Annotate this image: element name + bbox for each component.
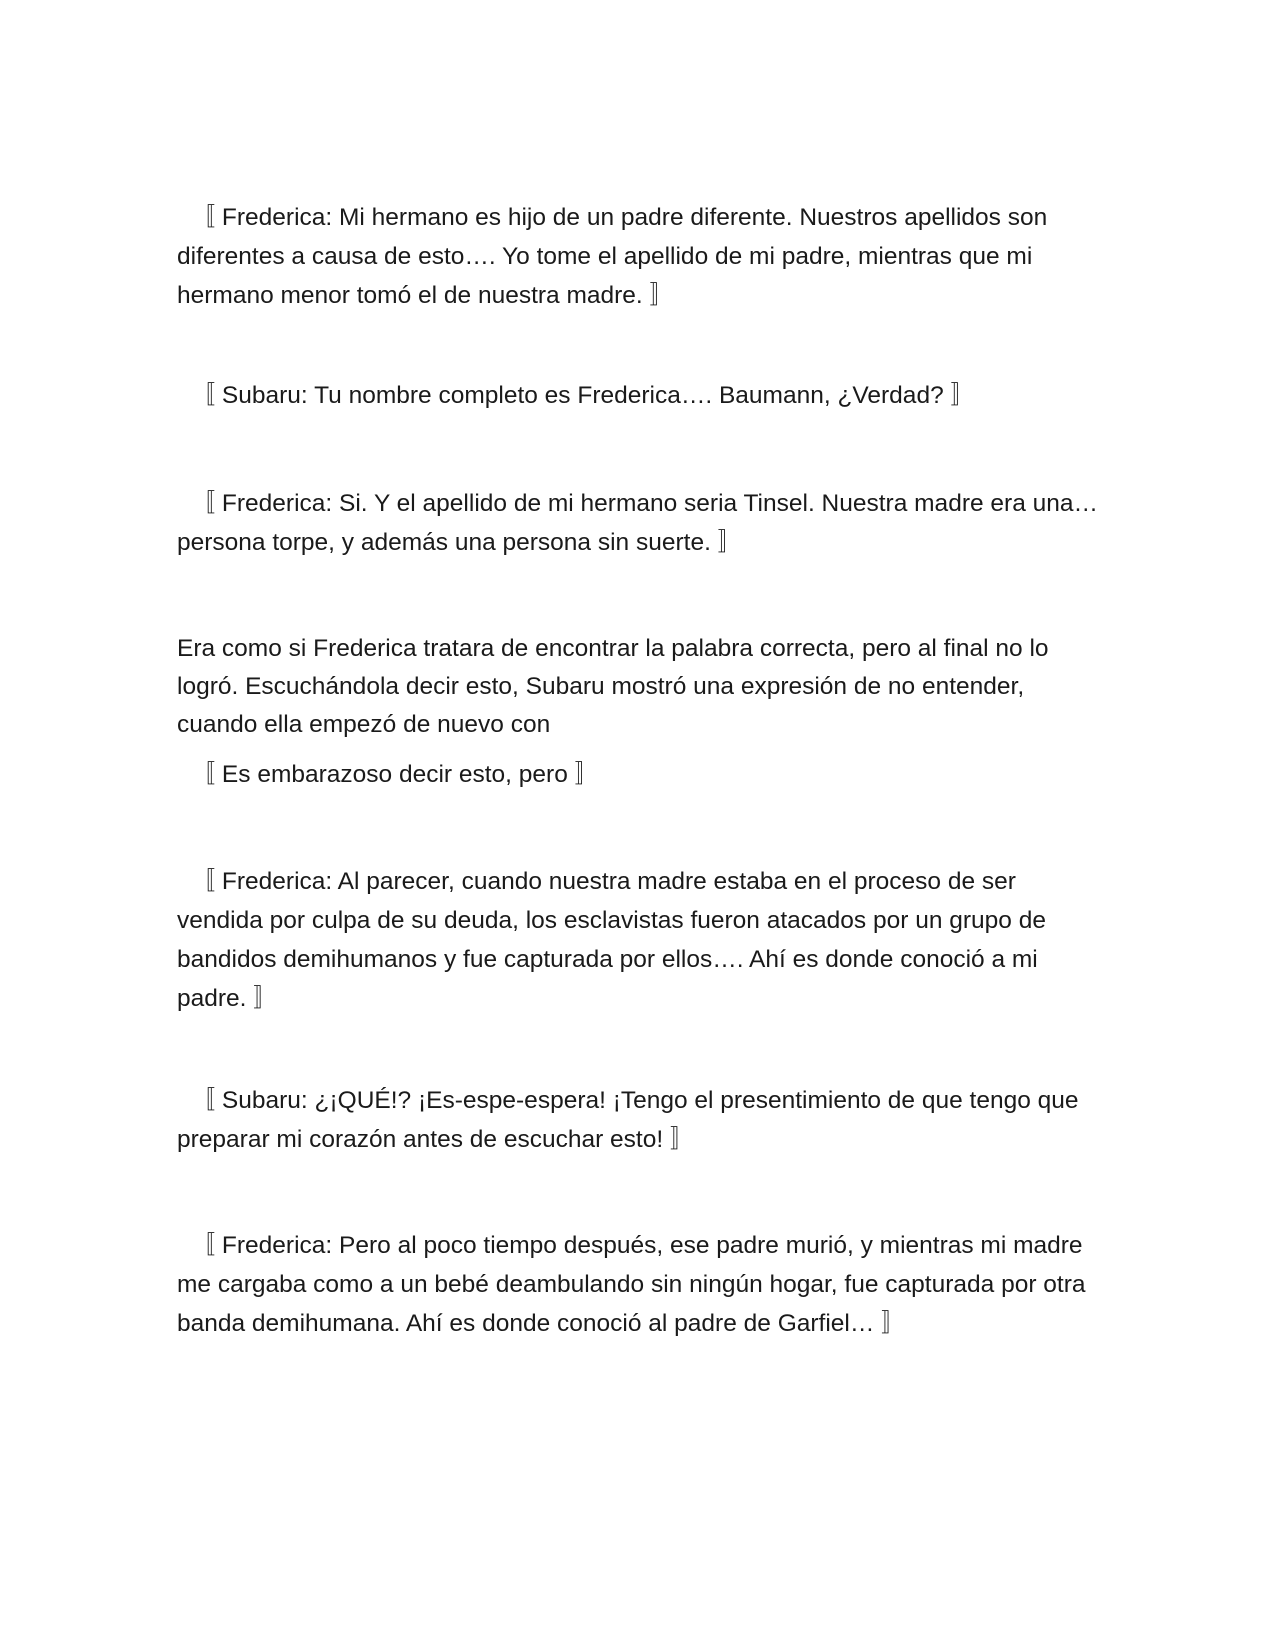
paragraph-frederica-tinsel: 〚 Frederica: Si. Y el apellido de mi hermano seria Tinsel. Nuestra madre era una… persona torpe, y además una persona sin suerte. 〛 [177,490,1098,556]
paragraph-embarrassing: 〚 Es embarazoso decir esto, pero 〛 [177,761,600,788]
paragraph-frederica-garfiel-father: 〚 Frederica: Pero al poco tiempo después, ese padre murió, y mientras mi madre me cargaba como a un bebé deambulando sin ningún hogar, fue capturada por otra banda demihumana. Ahí es donde conoció al padre de Garfiel… 〛 [177,1232,1086,1337]
paragraph-frederica-surnames: 〚 Frederica: Mi hermano es hijo de un padre diferente. Nuestros apellidos son diferentes a causa de esto…. Yo tome el apellido de mi padre, mientras que mi hermano menor tomó el de nuestra madre. 〛 [177,204,1048,309]
paragraph-subaru-full-name: 〚 Subaru: Tu nombre completo es Frederica…. Baumann, ¿Verdad? 〛 [177,382,975,409]
paragraph-subaru-reaction: 〚 Subaru: ¿¡QUÉ!? ¡Es-espe-espera! ¡Tengo el presentimiento de que tengo que preparar mi corazón antes de escuchar esto! 〛 [177,1087,1079,1153]
paragraph-narration: Era como si Frederica tratara de encontrar la palabra correcta, pero al final no lo logró. Escuchándola decir esto, Subaru mostró una expresión de no entender, cuando ella empezó de nuevo con [177,635,1049,738]
paragraph-frederica-mother-captured: 〚 Frederica: Al parecer, cuando nuestra madre estaba en el proceso de ser vendida por culpa de su deuda, los esclavistas fueron atacados por un grupo de bandidos demihumanos y fue capturada por ellos…. Ahí es donde conoció a mi padre. 〛 [177,868,1046,1012]
